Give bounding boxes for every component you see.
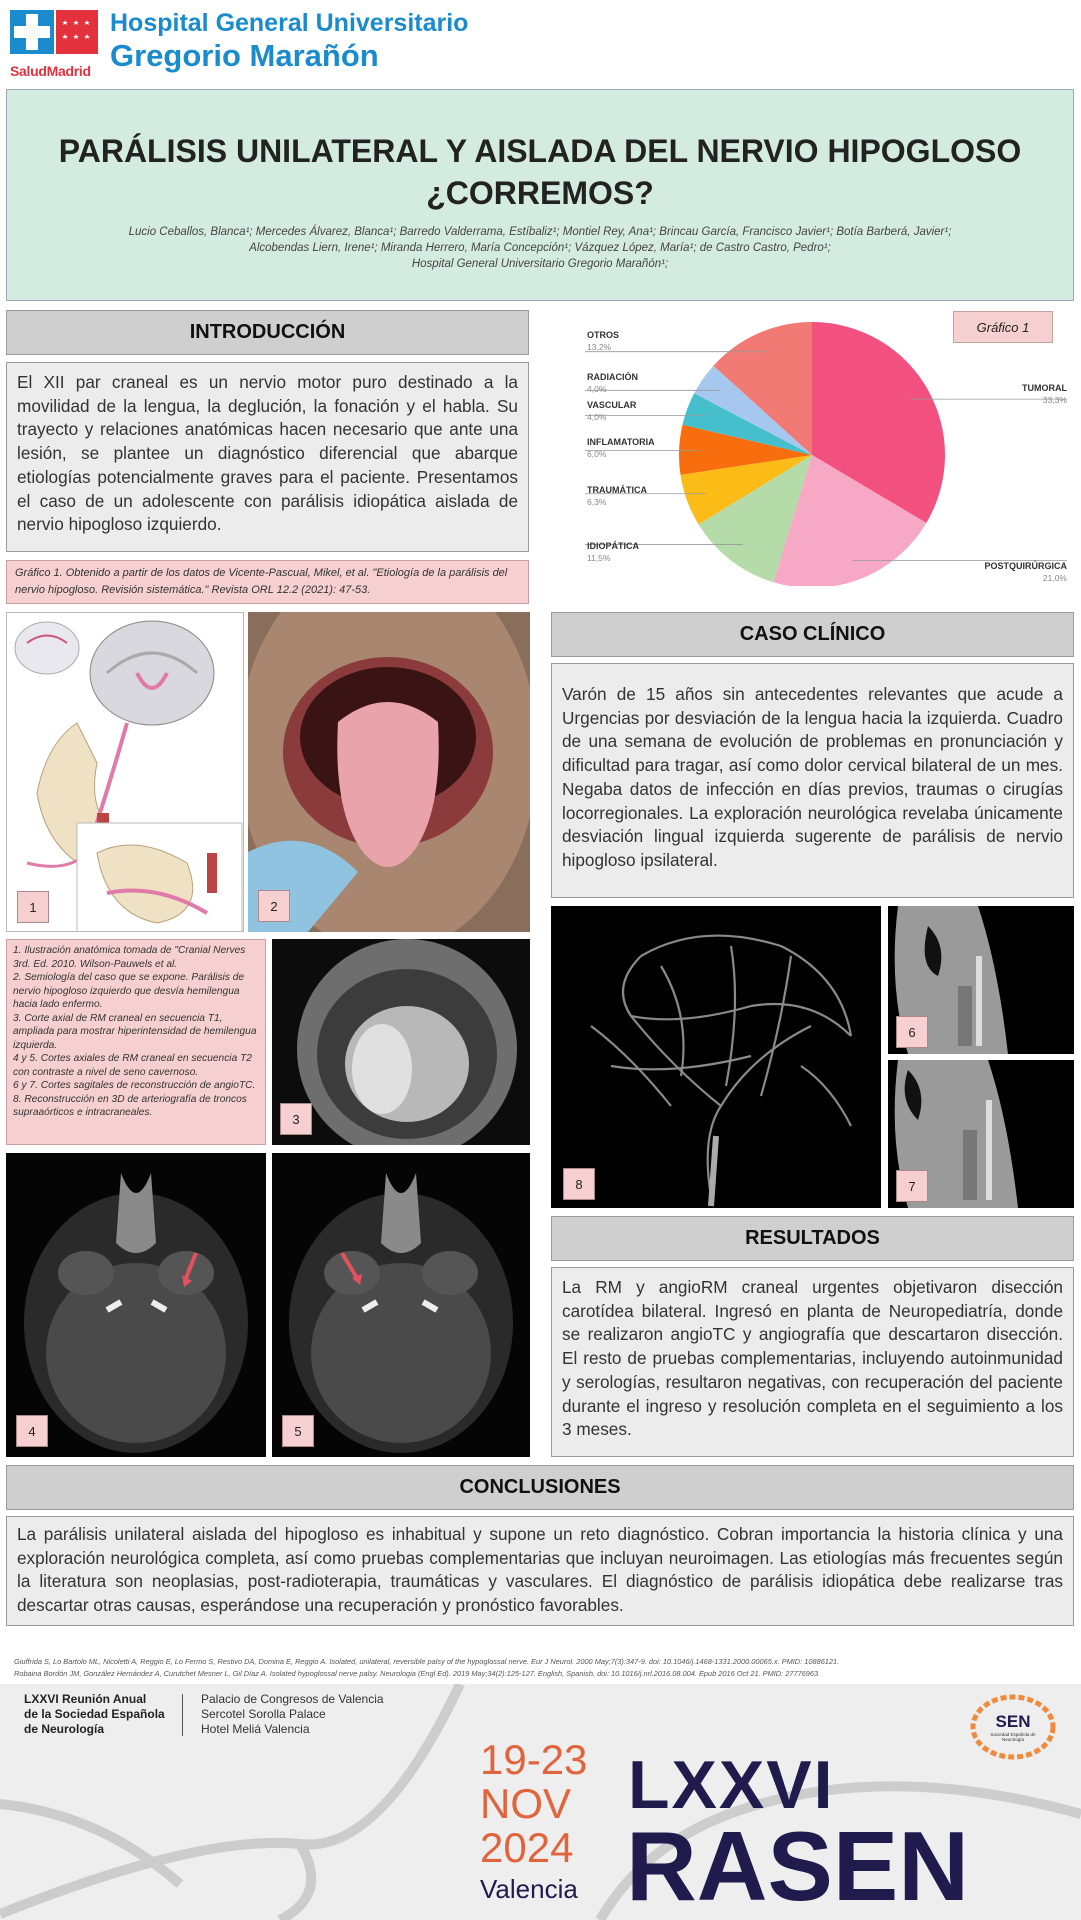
figure-legend bbox=[6, 939, 266, 1145]
pie-label-inflamatoria: INFLAMATORIA 6,0% bbox=[587, 437, 655, 459]
meeting-line3: de Neurología bbox=[24, 1722, 105, 1736]
pie-label-radiacion: RADIACIÓN 4,0% bbox=[587, 372, 638, 394]
caso-heading: CASO CLÍNICO bbox=[551, 612, 1074, 657]
legend-item: 8. Reconstrucción en 3D de arteriografía de troncos supraaórticos e intracraneales. bbox=[13, 1093, 247, 1118]
conclusiones-heading: CONCLUSIONES bbox=[6, 1465, 1074, 1510]
footer-banner bbox=[0, 1684, 1081, 1920]
arteriography-image bbox=[551, 906, 881, 1208]
meeting-name bbox=[24, 1692, 165, 1737]
hospital-name-line2: Gregorio Marañón bbox=[110, 38, 379, 73]
figure-1-anatomy bbox=[6, 612, 244, 932]
pie-label-postquirurgica: POSTQUIRÚRGICA 21,0% bbox=[984, 561, 1067, 583]
poster-title-line1: PARÁLISIS UNILATERAL Y AISLADA DEL NERVIO HIPOGLOSO bbox=[58, 133, 1022, 169]
figure-6-angiotc bbox=[888, 906, 1074, 1054]
figure-number-6: 6 bbox=[896, 1016, 928, 1048]
authors-line1: Lucio Ceballos, Blanca¹; Mercedes Álvarez, Blanca¹; Barredo Valderrama, Estíbaliz¹; Montiel Rey, Ana¹; Brincau García, Francisco Javier¹; Botía Barberá, Javier¹; bbox=[128, 226, 952, 238]
reference-item: Robaina Bordón JM, González Hernández A, Curutchet Mesner L, Gil Díaz A. Isolated hypoglossal nerve palsy. Neurologia (Engl Ed). 2019 May;34(2):125-127. English, Spanish. doi: 10.1016/j.nrl.2016.08.004. Epub 2016 Oct 21. PMID: 27776963. bbox=[14, 1669, 821, 1678]
conclusiones-text: La parálisis unilateral aislada del hipogloso es inhabitual y supone un reto diagnóstico. Cobran importancia la historia clínica y una exploración neurológica completa, así como pruebas complementarias que incluyan neuroimagen. Las etiologías más frecuentes según la literatura son neoplasias, post-radioterapia, traumáticas y vasculares. El diagnóstico de parálisis idiopática debe realizarse tras descartar otras causas, esperándose una recuperación y pronóstico favorables. bbox=[6, 1516, 1074, 1626]
poster-title-line2: ¿CORREMOS? bbox=[426, 175, 654, 211]
pie-label-traumatica: TRAUMÁTICA 6,3% bbox=[587, 485, 647, 507]
hospital-name-line1: Hospital General Universitario bbox=[110, 9, 469, 37]
salud-madrid-logo bbox=[10, 10, 98, 79]
date-year: 2024 bbox=[480, 1824, 574, 1871]
authors bbox=[7, 224, 1073, 272]
salud-madrid-label: SaludMadrid bbox=[10, 63, 91, 79]
authors-line2: Alcobendas Liern, Irene¹; Miranda Herrero, María Concepción¹; Vázquez López, María¹; de Castro Castro, Pedro¹; bbox=[249, 242, 831, 254]
resultados-heading: RESULTADOS bbox=[551, 1216, 1074, 1261]
figure-number-7: 7 bbox=[896, 1170, 928, 1202]
sen-logo-subtitle: Sociedad Española de Neurología bbox=[990, 1732, 1036, 1742]
figure-2-tongue-photo bbox=[248, 612, 530, 932]
venue bbox=[201, 1692, 384, 1737]
tongue-photo bbox=[248, 612, 530, 932]
pie-label-vascular: VASCULAR 4,0% bbox=[587, 400, 637, 422]
pie-label-tumoral: TUMORAL 33,3% bbox=[1022, 383, 1067, 405]
meeting-line1: LXXVI Reunión Anual bbox=[24, 1692, 147, 1706]
references bbox=[14, 1656, 1074, 1680]
resultados-text: La RM y angioRM craneal urgentes objetivaron disección carotídea bilateral. Ingresó en planta de Neuropediatría, donde se realizaron angioTC y angiografía que descartaron disección. El resto de pruebas complementarias, incluyendo autoinmunidad y serologías, resultaron negativas, con recuperación del paciente durante el ingreso y resolución completa en el seguimiento a los 3 meses. bbox=[551, 1267, 1074, 1457]
intro-heading: INTRODUCCIÓN bbox=[6, 310, 529, 355]
brand-rasen: RASEN bbox=[626, 1811, 970, 1920]
figure-number-4: 4 bbox=[16, 1415, 48, 1447]
legend-item: 2. Semiología del caso que se expone. Parálisis de nervio hipogloso izquierdo que desvía hemilengua hacia lado enfermo. bbox=[13, 972, 245, 1010]
event-date bbox=[480, 1738, 610, 1904]
legend-item: 4 y 5. Cortes axiales de RM craneal en secuencia T2 con contraste a nivel de seno cavernoso. bbox=[13, 1053, 252, 1078]
figure-3-mri-t1 bbox=[272, 939, 530, 1145]
sen-logo bbox=[968, 1690, 1058, 1764]
figure-number-1: 1 bbox=[17, 891, 49, 923]
figure-4-mri-t2 bbox=[6, 1153, 266, 1457]
venue-line3: Hotel Meliá Valencia bbox=[201, 1722, 310, 1736]
title-box bbox=[6, 89, 1074, 301]
sen-logo-text: SEN bbox=[995, 1712, 1031, 1731]
figure-5-mri-t2 bbox=[272, 1153, 530, 1457]
intro-text: El XII par craneal es un nervio motor puro destinado a la movilidad de la lengua, la deglución, la fonación y el habla. Su trayecto y relaciones anatómicas hacen necesario que ante una lesión, se plantee un diagnóstico diferencial que abarque etiologías potencialmente graves para el paciente. Presentamos el caso de un adolescente con parálisis idiopática aislada de nervio hipogloso izquierdo. bbox=[6, 362, 529, 552]
figure-number-2: 2 bbox=[258, 890, 290, 922]
mri-t2-image-4 bbox=[6, 1153, 266, 1457]
brand-lxxvi: LXXVI bbox=[628, 1747, 835, 1823]
figure-number-8: 8 bbox=[563, 1168, 595, 1200]
authors-line3: Hospital General Universitario Gregorio Marañón¹; bbox=[411, 258, 669, 270]
mri-t2-image-5 bbox=[272, 1153, 530, 1457]
chart-title: Gráfico 1 bbox=[953, 311, 1053, 343]
figure-8-arteriography bbox=[551, 906, 881, 1208]
legend-item: 6 y 7. Cortes sagitales de reconstrucción de angioTC. bbox=[13, 1080, 256, 1091]
date-month: NOV bbox=[480, 1780, 572, 1827]
figure-number-5: 5 bbox=[282, 1415, 314, 1447]
pie-label-otros: OTROS 13,2% bbox=[587, 330, 620, 352]
pie-chart bbox=[551, 310, 1075, 586]
figure-7-angiotc bbox=[888, 1060, 1074, 1208]
grafico-caption: Gráfico 1. Obtenido a partir de los datos de Vicente-Pascual, Mikel, et al. "Etiología de la parálisis del nervio hipogloso. Revisión sistemática." Revista ORL 12.2 (2021): 47-53. bbox=[6, 560, 529, 604]
date-city: Valencia bbox=[480, 1874, 578, 1904]
salud-madrid-emblem bbox=[10, 10, 98, 56]
date-days: 19-23 bbox=[480, 1736, 588, 1783]
caso-text: Varón de 15 años sin antecedentes relevantes que acude a Urgencias por desviación de la lengua hacia la izquierda. Cuadro de una semana de evolución de problemas en pronunciación y dificultad para tragar, así como dolor cervical bilateral de un mes. Negaba datos de infección en días previos, traumas o cirugías locorregionales. La exploración neurológica revelaba únicamente desviación lingual izquierda sugerente de parálisis de nervio hipogloso ipsilateral. bbox=[551, 663, 1074, 898]
figure-number-3: 3 bbox=[280, 1103, 312, 1135]
hospital-name bbox=[110, 8, 560, 74]
legend-item: 1. Ilustración anatómica tomada de "Cranial Nerves 3rd. Ed. 2010. Wilson-Pauwels et al. bbox=[13, 945, 246, 970]
footer-divider bbox=[182, 1694, 183, 1736]
meeting-line2: de la Sociedad Española bbox=[24, 1707, 165, 1721]
legend-item: 3. Corte axial de RM craneal en secuencia T1, ampliada para mostrar hiperintensidad de hemilengua izquierda. bbox=[13, 1012, 257, 1051]
anatomy-illustration bbox=[7, 613, 244, 932]
venue-line1: Palacio de Congresos de Valencia bbox=[201, 1692, 384, 1706]
reference-item: Giuffrida S, Lo Bartolo ML, Nicoletti A, Reggio E, Lo Fermo S, Restivo DA, Domina E, Reggio A. Isolated, unilateral, reversible palsy of the hypoglossal nerve. Eur J Neurol. 2000 May;7(3):347-9. doi: 10.1046/j.1468-1331.2000.00065.x. PMID: 10886121. bbox=[14, 1657, 840, 1666]
venue-line2: Sercotel Sorolla Palace bbox=[201, 1707, 326, 1721]
pie-label-idiopatica: IDIOPÁTICA 11,5% bbox=[587, 541, 640, 563]
